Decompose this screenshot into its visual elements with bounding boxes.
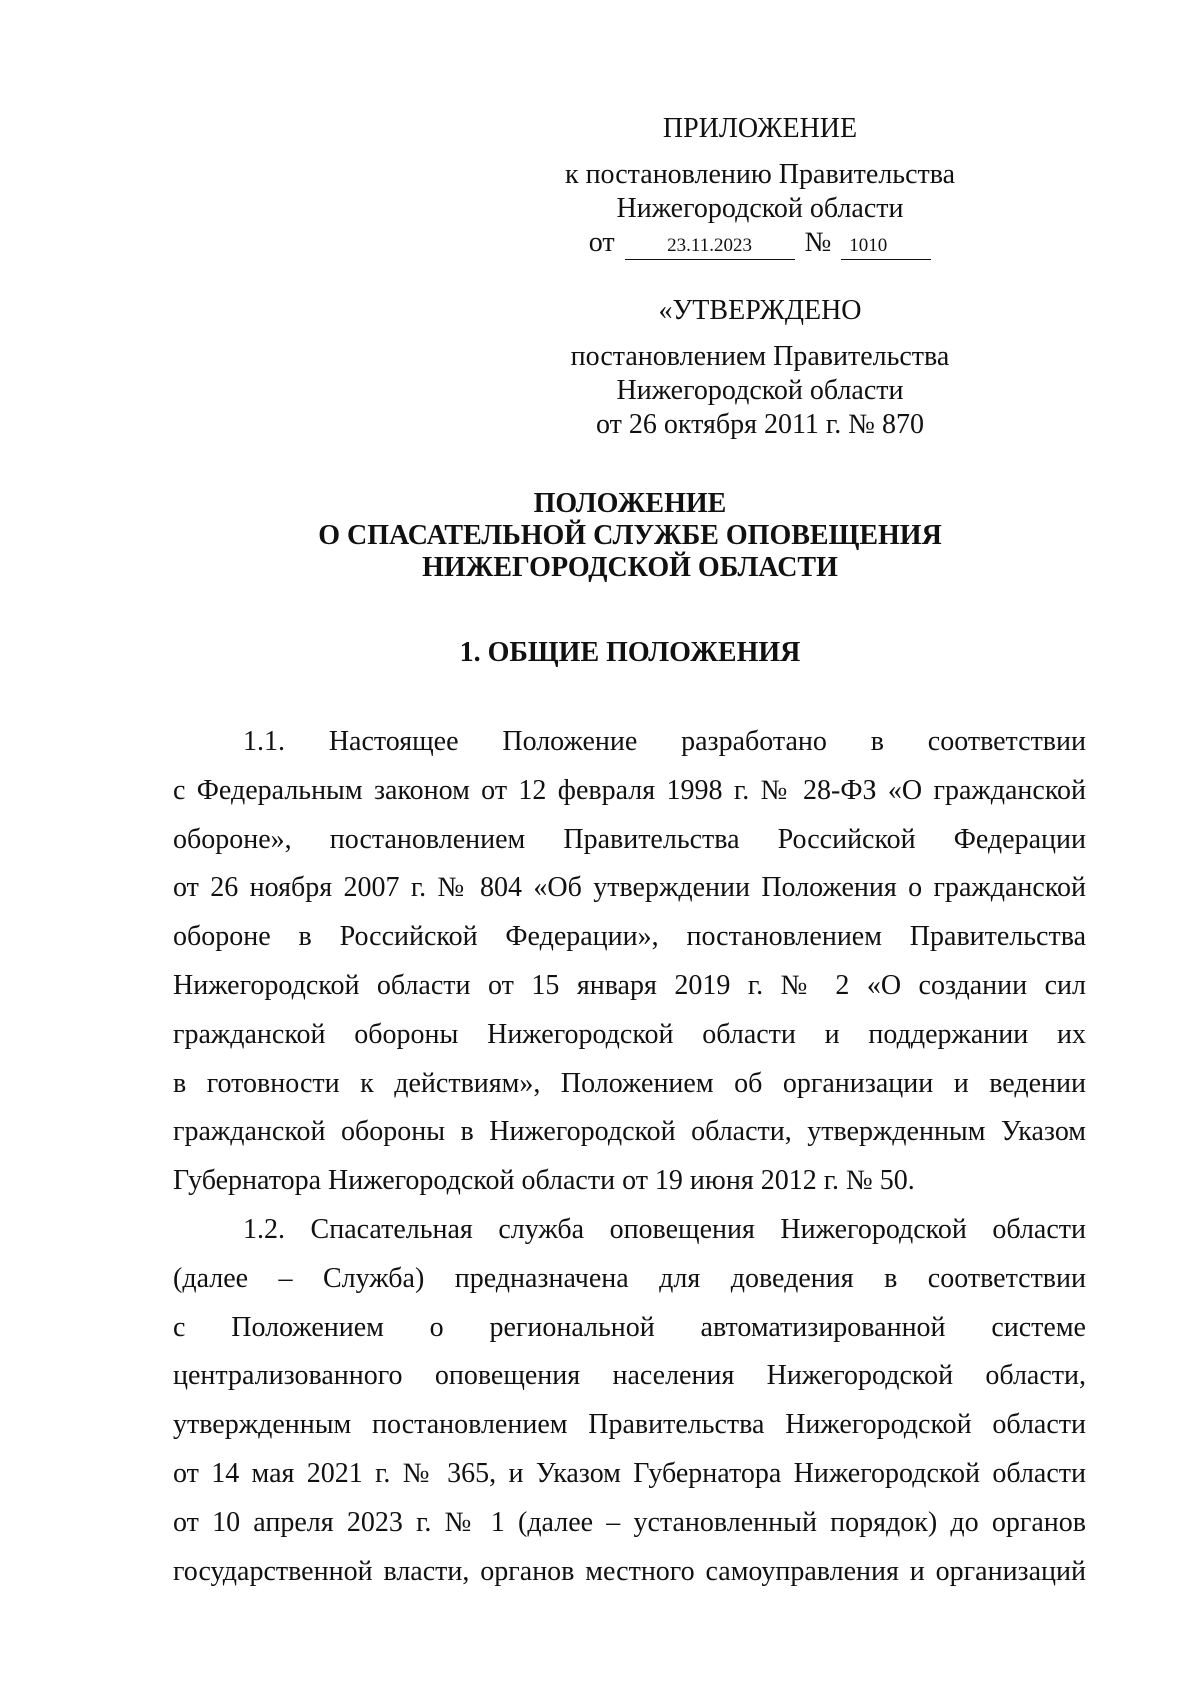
body-line: 1.1. Настоящее Положение разработано в соответствии xyxy=(243,726,1086,757)
body-line: обороне», постановлением Правительства Российской Федерации xyxy=(173,823,1086,855)
title-line-2: О СПАСАТЕЛЬНОЙ СЛУЖБЕ ОПОВЕЩЕНИЯ xyxy=(318,520,942,551)
approved-line-2: Нижегородской области xyxy=(616,375,904,406)
document-body xyxy=(173,718,1086,1596)
appendix-line-2: Нижегородской области xyxy=(616,193,904,224)
appendix-line-1: к постановлению Правительства xyxy=(564,159,956,190)
body-line: 1.2. Спасательная служба оповещения Нижегородской области xyxy=(243,1213,1086,1245)
body-line: от 10 апреля 2023 г. № 1 (далее – установленный порядок) до органов xyxy=(173,1506,1086,1538)
body-line: государственной власти, органов местного самоуправления и организаций xyxy=(173,1555,1086,1587)
decree-date-number-line xyxy=(540,226,980,260)
body-line: с Федеральным законом от 12 февраля 1998 г. № 28-ФЗ «О гражданской xyxy=(173,774,1086,806)
body-line: утвержденным постановлением Правительства Нижегородской области xyxy=(173,1409,1086,1441)
document-title xyxy=(160,488,1100,584)
appendix-heading: ПРИЛОЖЕНИЕ xyxy=(662,113,858,144)
body-line: от 26 ноября 2007 г. № 804 «Об утверждении Положения о гражданской xyxy=(173,872,1086,904)
approved-block xyxy=(540,294,980,442)
body-line: Нижегородской области от 15 января 2019 г. № 2 «О создании сил xyxy=(173,969,1086,1001)
decree-number: 1010 xyxy=(841,235,931,260)
body-line: гражданской обороны Нижегородской области и поддержании их xyxy=(173,1018,1086,1050)
body-line: от 14 мая 2021 г. № 365, и Указом Губернатора Нижегородской области xyxy=(173,1457,1086,1489)
approved-line-3: от 26 октября 2011 г. № 870 xyxy=(596,409,924,440)
body-line: с Положением о региональной автоматизированной системе xyxy=(173,1311,1086,1343)
approved-line-1: постановлением Правительства xyxy=(570,341,950,372)
title-line-3: НИЖЕГОРОДСКОЙ ОБЛАСТИ xyxy=(422,552,838,583)
body-line: (далее – Служба) предназначена для доведения в соответствии xyxy=(173,1262,1086,1294)
body-line: в готовности к действиям», Положением об организации и ведении xyxy=(173,1067,1086,1099)
approved-heading: «УТВЕРЖДЕНО xyxy=(658,295,862,326)
decree-date: 23.11.2023 xyxy=(625,235,795,260)
body-line: централизованного оповещения населения Нижегородской области, xyxy=(173,1360,1086,1392)
title-line-1: ПОЛОЖЕНИЕ xyxy=(533,488,727,519)
body-line: Губернатора Нижегородской области от 19 июня 2012 г. № 50. xyxy=(173,1165,915,1197)
body-line: гражданской обороны в Нижегородской области, утвержденным Указом xyxy=(173,1116,1086,1148)
from-label: от xyxy=(588,227,615,258)
number-label: № xyxy=(804,227,832,258)
appendix-block xyxy=(540,112,980,260)
section-title: 1. ОБЩИЕ ПОЛОЖЕНИЯ xyxy=(459,637,801,668)
body-line: обороне в Российской Федерации», постановлением Правительства xyxy=(173,921,1086,953)
